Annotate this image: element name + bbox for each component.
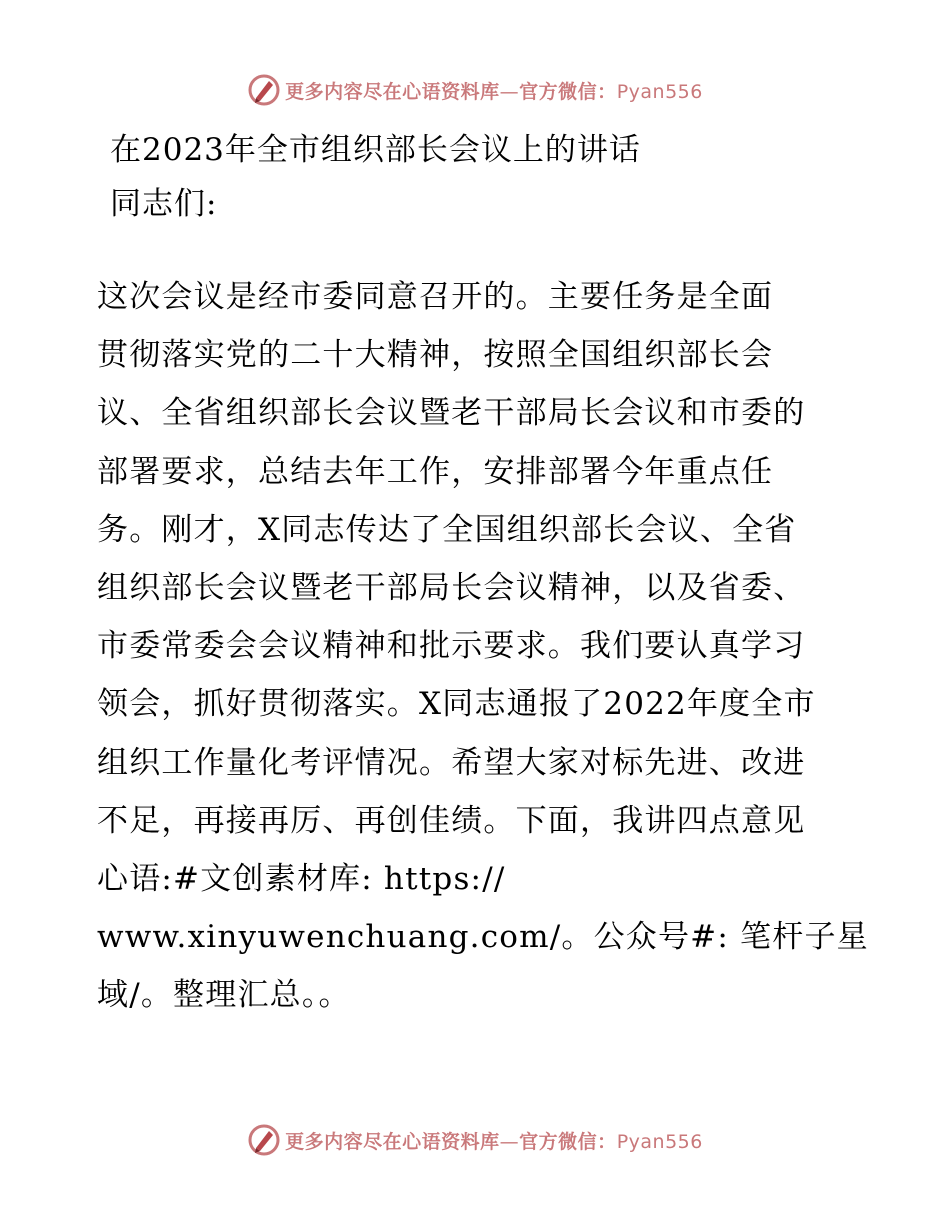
banner-contact: 官方微信： (519, 80, 617, 103)
body-line: 市委常委会会议精神和批示要求。我们要认真学习 (97, 628, 806, 665)
body-line: www.xinyuwenchuang.com/。公众号#: 笔杆子星 (97, 919, 869, 956)
document-title: 在2023年全市组织部长会议上的讲话 (110, 132, 641, 168)
banner-text: 更多内容尽在心语资料库 (285, 80, 500, 103)
body-line: 组织工作量化考评情况。希望大家对标先进、改进 (97, 744, 806, 781)
body-line: 不足，再接再厉、再创佳绩。下面，我讲四点意见 (97, 802, 806, 839)
body-line: 务。刚才，X同志传达了全国组织部长会议、全省 (97, 511, 797, 548)
banner-dash: — (499, 1130, 520, 1153)
banner-id: Pyan556 (616, 1130, 703, 1153)
banner-contact: 官方微信： (519, 1130, 617, 1153)
body-line: 心语:#文创素材库: https:// (97, 860, 506, 897)
header-watermark (0, 70, 950, 110)
body-line: 部署要求，总结去年工作，安排部署今年重点任 (97, 453, 774, 490)
greeting: 同志们: (110, 186, 218, 222)
banner-dash: — (499, 80, 520, 103)
body-line: 议、全省组织部长会议暨老干部局长会议和市委的 (97, 395, 806, 432)
body-line: 贯彻落实党的二十大精神，按照全国组织部长会 (97, 337, 774, 374)
body-line: 领会，抓好贯彻落实。X同志通报了2022年度全市 (97, 686, 816, 723)
banner-text: 更多内容尽在心语资料库 (285, 1130, 500, 1153)
document-body (97, 268, 869, 1024)
body-line: 组织部长会议暨老干部局长会议精神，以及省委、 (97, 569, 806, 606)
body-line: 这次会议是经市委同意召开的。主要任务是全面 (97, 279, 774, 315)
footer-watermark (0, 1120, 950, 1160)
pen-logo-icon (247, 1123, 281, 1157)
pen-logo-icon (247, 73, 281, 107)
body-line: 域/。整理汇总。。 (97, 977, 351, 1014)
banner-id: Pyan556 (616, 80, 703, 103)
